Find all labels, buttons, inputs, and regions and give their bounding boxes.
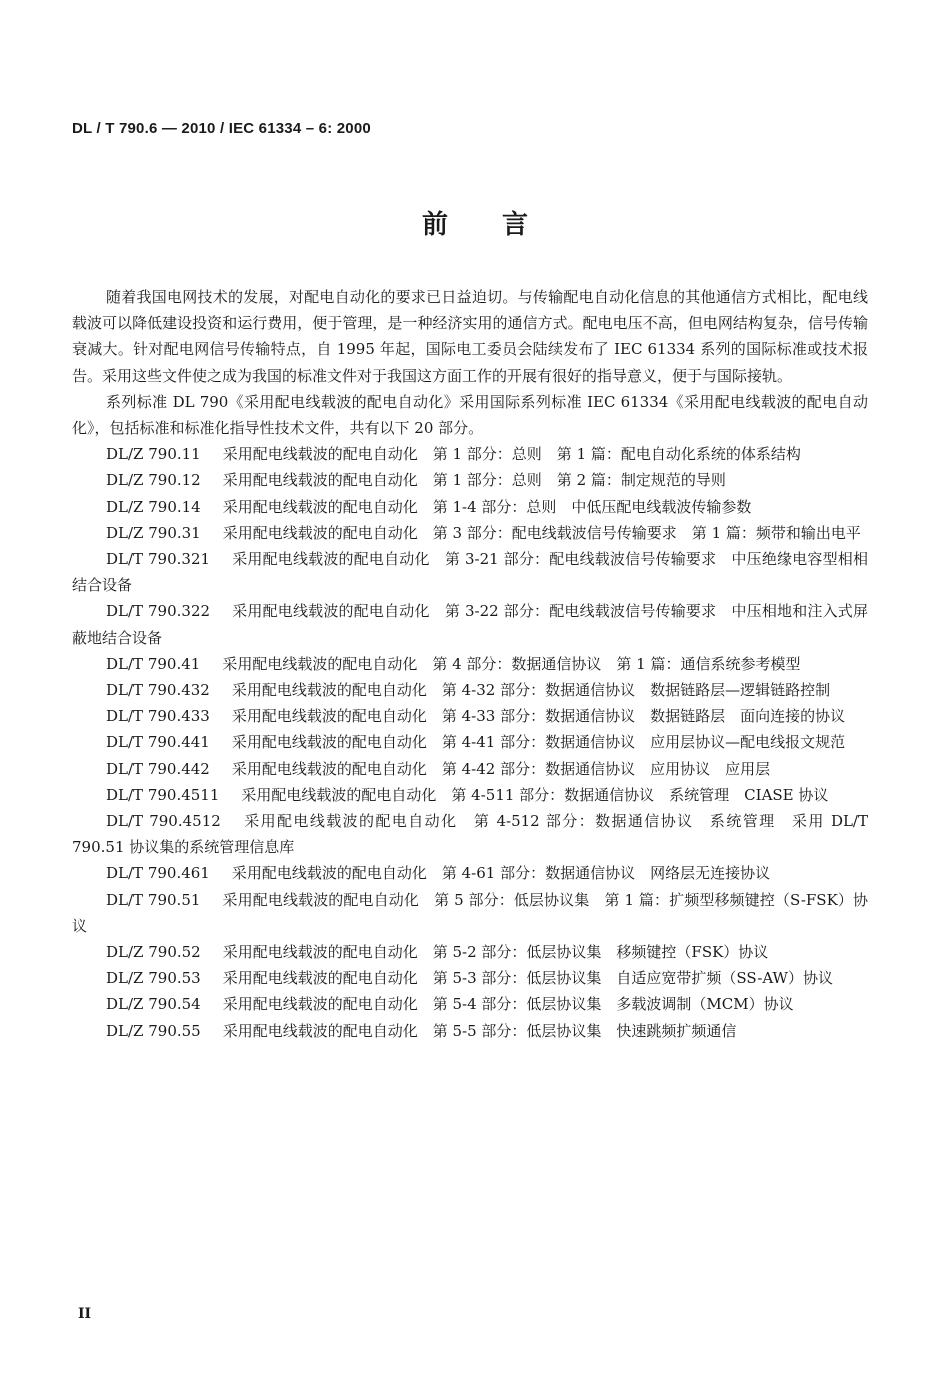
standard-title: 采用配电线载波的配电自动化 第 3-22 部分：配电线载波信号传输要求 中压相地和注入式屏蔽地结合设备 xyxy=(72,602,868,647)
standard-list-item xyxy=(72,860,868,886)
standard-code: DL/Z 790.55 xyxy=(106,1021,201,1040)
standard-code: DL/Z 790.54 xyxy=(106,995,201,1014)
standard-list-item xyxy=(72,756,868,782)
standard-code: DL/T 790.432 xyxy=(106,681,210,700)
standard-list-item xyxy=(72,467,868,493)
standard-title: 采用配电线载波的配电自动化 第 1 部分：总则 第 2 篇：制定规范的导则 xyxy=(222,471,726,490)
page-title: 前言 xyxy=(421,210,582,240)
standard-title: 采用配电线载波的配电自动化 第 5-2 部分：低层协议集 移频键控（FSK）协议 xyxy=(222,943,769,962)
standard-list-item xyxy=(72,441,868,467)
standard-code: DL/T 790.461 xyxy=(106,864,210,883)
standard-list-item xyxy=(72,598,868,650)
standard-title: 采用配电线载波的配电自动化 第 5 部分：低层协议集 第 1 篇：扩频型移频键控（S-FSK）协议 xyxy=(72,890,868,935)
standard-list-item xyxy=(72,808,868,860)
standard-code: DL/Z 790.52 xyxy=(106,943,201,962)
standard-title: 采用配电线载波的配电自动化 第 4-41 部分：数据通信协议 应用层协议—配电线报文规范 xyxy=(231,733,846,752)
standard-code: DL/T 790.51 xyxy=(106,890,201,909)
standard-header: DL / T 790.6 — 2010 / IEC 61334 – 6: 2000 xyxy=(72,120,371,137)
standard-code: DL/Z 790.12 xyxy=(106,471,201,490)
standard-title: 采用配电线载波的配电自动化 第 3 部分：配电线载波信号传输要求 第 1 篇：频带和输出电平 xyxy=(222,523,861,542)
standard-list-item xyxy=(72,651,868,677)
standard-title: 采用配电线载波的配电自动化 第 4-512 部分：数据通信协议 系统管理 采用 DL/T 790.51 协议集的系统管理信息库 xyxy=(72,812,868,857)
intro-paragraph: 随着我国电网技术的发展，对配电自动化的要求已日益迫切。与传输配电自动化信息的其他通信方式相比，配电线载波可以降低建设投资和运行费用，便于管理，是一种经济实用的通信方式。配电电压不高，但电网结构复杂，信号传输衰减大。针对配电网信号传输特点，自 1995 年起，国际电工委员会陆续发布了 IEC 61334 系列的国际标准或技术报告。采用这些文件使之成为我国的标准文件对于我国这方面工作的开展有很好的指导意义，便于与国际接轨。 xyxy=(72,288,868,385)
standard-list-item xyxy=(72,887,868,939)
standard-list-item xyxy=(72,965,868,991)
standard-list-item xyxy=(72,782,868,808)
standard-title: 采用配电线载波的配电自动化 第 4-511 部分：数据通信协议 系统管理 CIASE 协议 xyxy=(241,785,829,804)
standard-code: DL/T 790.4511 xyxy=(106,785,220,804)
standard-list-item xyxy=(72,677,868,703)
standard-title: 采用配电线载波的配电自动化 第 4 部分：数据通信协议 第 1 篇：通信系统参考模型 xyxy=(222,654,801,673)
standard-list-item xyxy=(72,939,868,965)
standard-title: 采用配电线载波的配电自动化 第 4-61 部分：数据通信协议 网络层无连接协议 xyxy=(231,864,771,883)
standard-title: 采用配电线载波的配电自动化 第 4-33 部分：数据通信协议 数据链路层 面向连接的协议 xyxy=(231,707,846,726)
standard-list-item xyxy=(72,729,868,755)
standard-code: DL/Z 790.11 xyxy=(106,445,201,464)
standard-title: 采用配电线载波的配电自动化 第 5-5 部分：低层协议集 快速跳频扩频通信 xyxy=(222,1021,737,1040)
series-paragraph: 系列标准 DL 790《采用配电线载波的配电自动化》采用国际系列标准 IEC 61334《采用配电线载波的配电自动化》，包括标准和标准化指导性技术文件，共有以下 20 部分。 xyxy=(72,392,868,438)
standard-code: DL/Z 790.31 xyxy=(106,523,201,542)
standard-code: DL/Z 790.53 xyxy=(106,969,201,988)
standard-title: 采用配电线载波的配电自动化 第 1-4 部分：总则 中低压配电线载波传输参数 xyxy=(222,497,752,516)
standard-code: DL/Z 790.14 xyxy=(106,497,201,516)
standard-title: 采用配电线载波的配电自动化 第 1 部分：总则 第 1 篇：配电自动化系统的体系结构 xyxy=(222,445,801,464)
document-body xyxy=(72,284,868,1044)
standard-code: DL/T 790.4512 xyxy=(106,812,221,831)
standard-code: DL/T 790.322 xyxy=(106,602,211,621)
standards-list xyxy=(72,441,868,1044)
standard-code: DL/T 790.321 xyxy=(106,550,211,569)
standard-list-item xyxy=(72,991,868,1017)
standard-title: 采用配电线载波的配电自动化 第 3-21 部分：配电线载波信号传输要求 中压绝缘电容型相相结合设备 xyxy=(72,550,868,595)
standard-code: DL/T 790.433 xyxy=(106,707,210,726)
standard-title: 采用配电线载波的配电自动化 第 5-4 部分：低层协议集 多载波调制（MCM）协议 xyxy=(222,995,794,1014)
standard-list-item xyxy=(72,1018,868,1044)
standard-code: DL/T 790.41 xyxy=(106,654,201,673)
standard-code: DL/T 790.441 xyxy=(106,733,210,752)
standard-list-item xyxy=(72,520,868,546)
standard-title: 采用配电线载波的配电自动化 第 4-42 部分：数据通信协议 应用协议 应用层 xyxy=(231,759,771,778)
standard-list-item xyxy=(72,494,868,520)
standard-code: DL/T 790.442 xyxy=(106,759,210,778)
standard-title: 采用配电线载波的配电自动化 第 5-3 部分：低层协议集 自适应宽带扩频（SS-AW）协议 xyxy=(222,969,833,988)
standard-list-item xyxy=(72,546,868,598)
standard-list-item xyxy=(72,703,868,729)
page-number: II xyxy=(78,1306,92,1322)
standard-title: 采用配电线载波的配电自动化 第 4-32 部分：数据通信协议 数据链路层—逻辑链路控制 xyxy=(231,681,831,700)
